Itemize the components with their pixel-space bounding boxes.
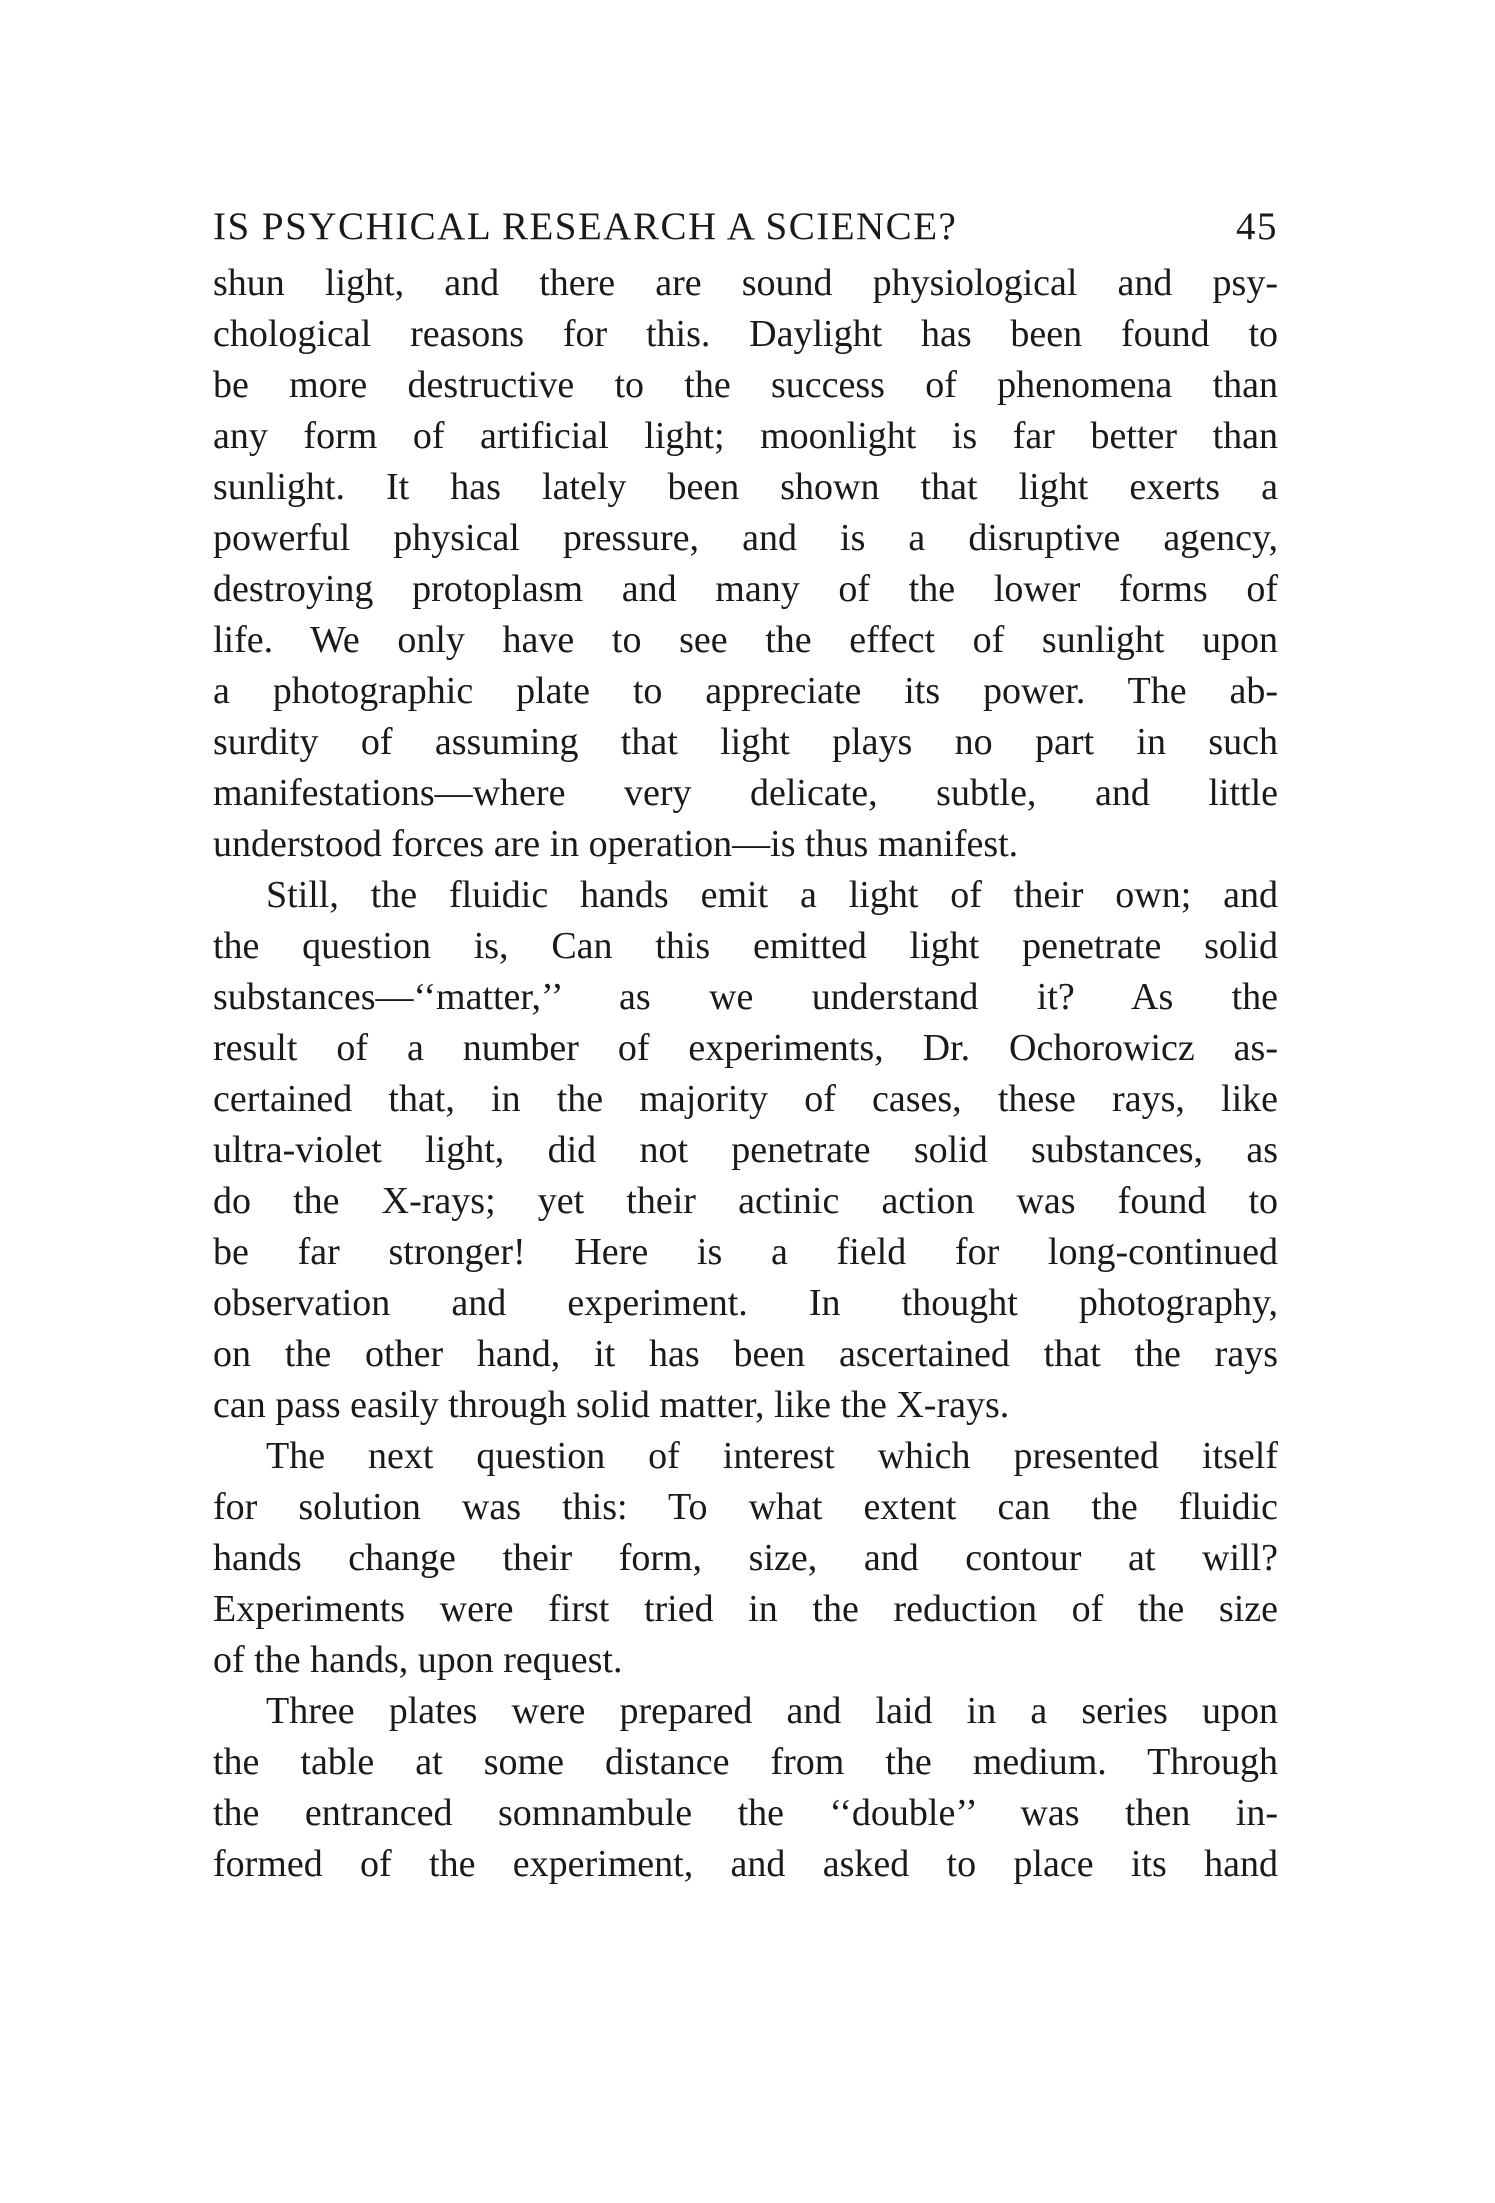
- text-line: powerful physical pressure, and is a disruptive agency,: [213, 517, 1278, 559]
- paragraph-1: [213, 258, 1278, 870]
- text-line: be more destructive to the success of phenomena than: [213, 364, 1278, 406]
- text-line: formed of the experiment, and asked to place its hand: [213, 1843, 1278, 1885]
- text-line: shun light, and there are sound physiological and psy-: [213, 262, 1278, 304]
- text-line: surdity of assuming that light plays no part in such: [213, 721, 1278, 763]
- body-text: [213, 258, 1278, 1890]
- running-title: IS PSYCHICAL RESEARCH A SCIENCE?: [213, 205, 958, 248]
- text-line: substances—‘‘matter,’’ as we understand it? As the: [213, 976, 1278, 1018]
- text-line: Experiments were first tried in the reduction of the size: [213, 1588, 1278, 1630]
- text-line: do the X-rays; yet their actinic action was found to: [213, 1180, 1278, 1222]
- text-line: manifestations—where very delicate, subtle, and little: [213, 772, 1278, 814]
- text-line: any form of artificial light; moonlight is far better than: [213, 415, 1278, 457]
- text-line: chological reasons for this. Daylight has been found to: [213, 313, 1278, 355]
- text-line: life. We only have to see the effect of sunlight upon: [213, 619, 1278, 661]
- text-line: understood forces are in operation—is thus manifest.: [213, 823, 1019, 865]
- text-line: of the hands, upon request.: [213, 1639, 623, 1681]
- text-line: ultra-violet light, did not penetrate solid substances, as: [213, 1129, 1278, 1171]
- text-line: the table at some distance from the medium. Through: [213, 1741, 1278, 1783]
- text-line: a photographic plate to appreciate its power. The ab-: [213, 670, 1278, 712]
- text-line: certained that, in the majority of cases, these rays, like: [213, 1078, 1278, 1120]
- paragraph-3: [213, 1431, 1278, 1686]
- text-line: be far stronger! Here is a field for long-continued: [213, 1231, 1278, 1273]
- text-line: on the other hand, it has been ascertained that the rays: [213, 1333, 1278, 1375]
- paragraph-4: [213, 1686, 1278, 1890]
- page-header: [213, 204, 1278, 264]
- page-number: 45: [1236, 205, 1278, 248]
- text-line: the question is, Can this emitted light penetrate solid: [213, 925, 1278, 967]
- text-line: observation and experiment. In thought photography,: [213, 1282, 1278, 1324]
- text-line: hands change their form, size, and contour at will?: [213, 1537, 1278, 1579]
- text-line: destroying protoplasm and many of the lower forms of: [213, 568, 1278, 610]
- text-line: The next question of interest which presented itself: [266, 1435, 1278, 1477]
- text-line: sunlight. It has lately been shown that light exerts a: [213, 466, 1278, 508]
- text-line: the entranced somnambule the ‘‘double’’ was then in-: [213, 1792, 1278, 1834]
- text-line: Still, the fluidic hands emit a light of their own; and: [266, 874, 1278, 916]
- text-line: for solution was this: To what extent can the fluidic: [213, 1486, 1278, 1528]
- text-line: can pass easily through solid matter, like the X-rays.: [213, 1384, 1010, 1426]
- text-line: result of a number of experiments, Dr. Ochorowicz as-: [213, 1027, 1278, 1069]
- text-line: Three plates were prepared and laid in a series upon: [266, 1690, 1278, 1732]
- paragraph-2: [213, 870, 1278, 1431]
